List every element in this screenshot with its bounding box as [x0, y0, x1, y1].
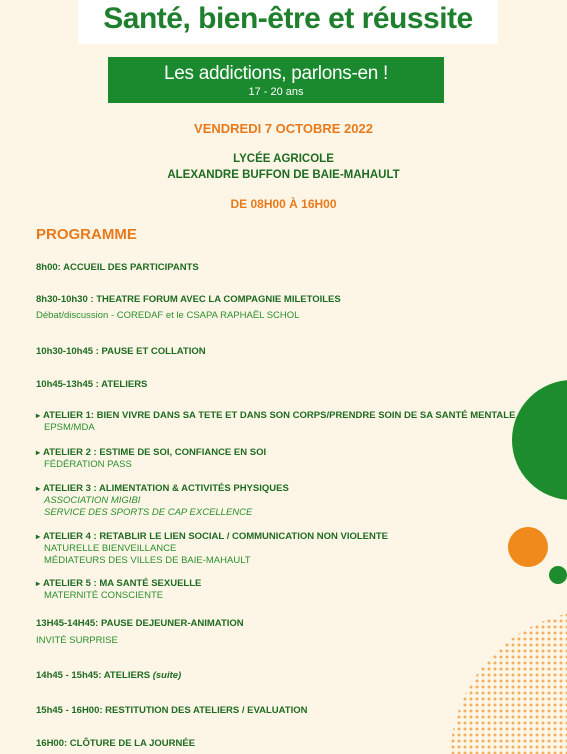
- workshop-5-title: ATELIER 5 : MA SANTÉ SEXUELLE: [43, 578, 202, 589]
- event-date: VENDREDI 7 OCTOBRE 2022: [194, 121, 373, 136]
- venue-line-1: LYCÉE AGRICOLE: [233, 153, 334, 165]
- programme-heading: PROGRAMME: [36, 226, 137, 243]
- schedule-item-closing: 16H00: CLÔTURE DE LA JOURNÉE: [36, 738, 196, 749]
- schedule-item-welcome: 8h00: ACCUEIL DES PARTICIPANTS: [36, 262, 199, 273]
- workshop-3-title: ATELIER 3 : ALIMENTATION & ACTIVITÉS PHYSIQUES: [43, 483, 289, 494]
- workshop-4-title: ATELIER 4 : RETABLIR LE LIEN SOCIAL / COMMUNICATION NON VIOLENTE: [43, 531, 389, 542]
- bullet-icon: ▸: [36, 579, 41, 588]
- schedule-item-theatre: 8h30-10h30 : THEATRE FORUM AVEC LA COMPAGNIE MILETOILES: [36, 294, 341, 305]
- schedule-item-restitution: 15h45 - 16H00: RESTITUTION DES ATELIERS / EVALUATION: [36, 705, 308, 716]
- banner-age-range: 17 - 20 ans: [248, 86, 304, 98]
- bullet-icon: ▸: [36, 484, 41, 493]
- venue-line-2: ALEXANDRE BUFFON DE BAIE-MAHAULT: [167, 169, 400, 181]
- schedule-item-lunch: 13H45-14H45: PAUSE DEJEUNER-ANIMATION: [36, 618, 244, 629]
- workshop-4-provider-1: NATURELLE BIENVEILLANCE: [44, 543, 177, 554]
- banner-title: Les addictions, parlons-en !: [164, 63, 388, 84]
- schedule-item-theatre-detail: Débat/discussion - COREDAF et le CSAPA RAPHAËL SCHOL: [36, 310, 300, 321]
- workshop-2-title: ATELIER 2 : ESTIME DE SOI, CONFIANCE EN SOI: [43, 447, 267, 458]
- workshop-3-provider-2: SERVICE DES SPORTS DE CAP EXCELLENCE: [44, 507, 253, 518]
- page-title: Santé, bien-être et réussite: [103, 2, 473, 35]
- schedule-item-lunch-detail: INVITÉ SURPRISE: [36, 635, 118, 646]
- workshops-continued-suffix: (suite): [152, 670, 182, 681]
- bullet-icon: ▸: [36, 448, 41, 457]
- event-hours: DE 08H00 À 16H00: [230, 197, 337, 211]
- bullet-icon: ▸: [36, 532, 41, 541]
- schedule-item-break: 10h30-10h45 : PAUSE ET COLLATION: [36, 346, 206, 357]
- bullet-icon: ▸: [36, 411, 41, 420]
- workshop-1-title: ATELIER 1: BIEN VIVRE DANS SA TETE ET DANS SON CORPS/PRENDRE SOIN DE SA SANTÉ MENTALE: [43, 410, 516, 421]
- schedule-item-workshops: 10h45-13h45 : ATELIERS: [36, 379, 148, 390]
- workshop-5-provider: MATERNITÉ CONSCIENTE: [44, 590, 164, 601]
- workshops-continued-title: 14h45 - 15h45: ATELIERS: [36, 670, 151, 681]
- workshop-2-provider: FÉDÉRATION PASS: [44, 459, 132, 470]
- workshop-4-provider-2: MÉDIATEURS DES VILLES DE BAIE-MAHAULT: [44, 555, 251, 566]
- workshop-3-provider-1: ASSOCIATION MIGIBI: [44, 495, 141, 506]
- workshop-1-provider: EPSM/MDA: [44, 422, 95, 433]
